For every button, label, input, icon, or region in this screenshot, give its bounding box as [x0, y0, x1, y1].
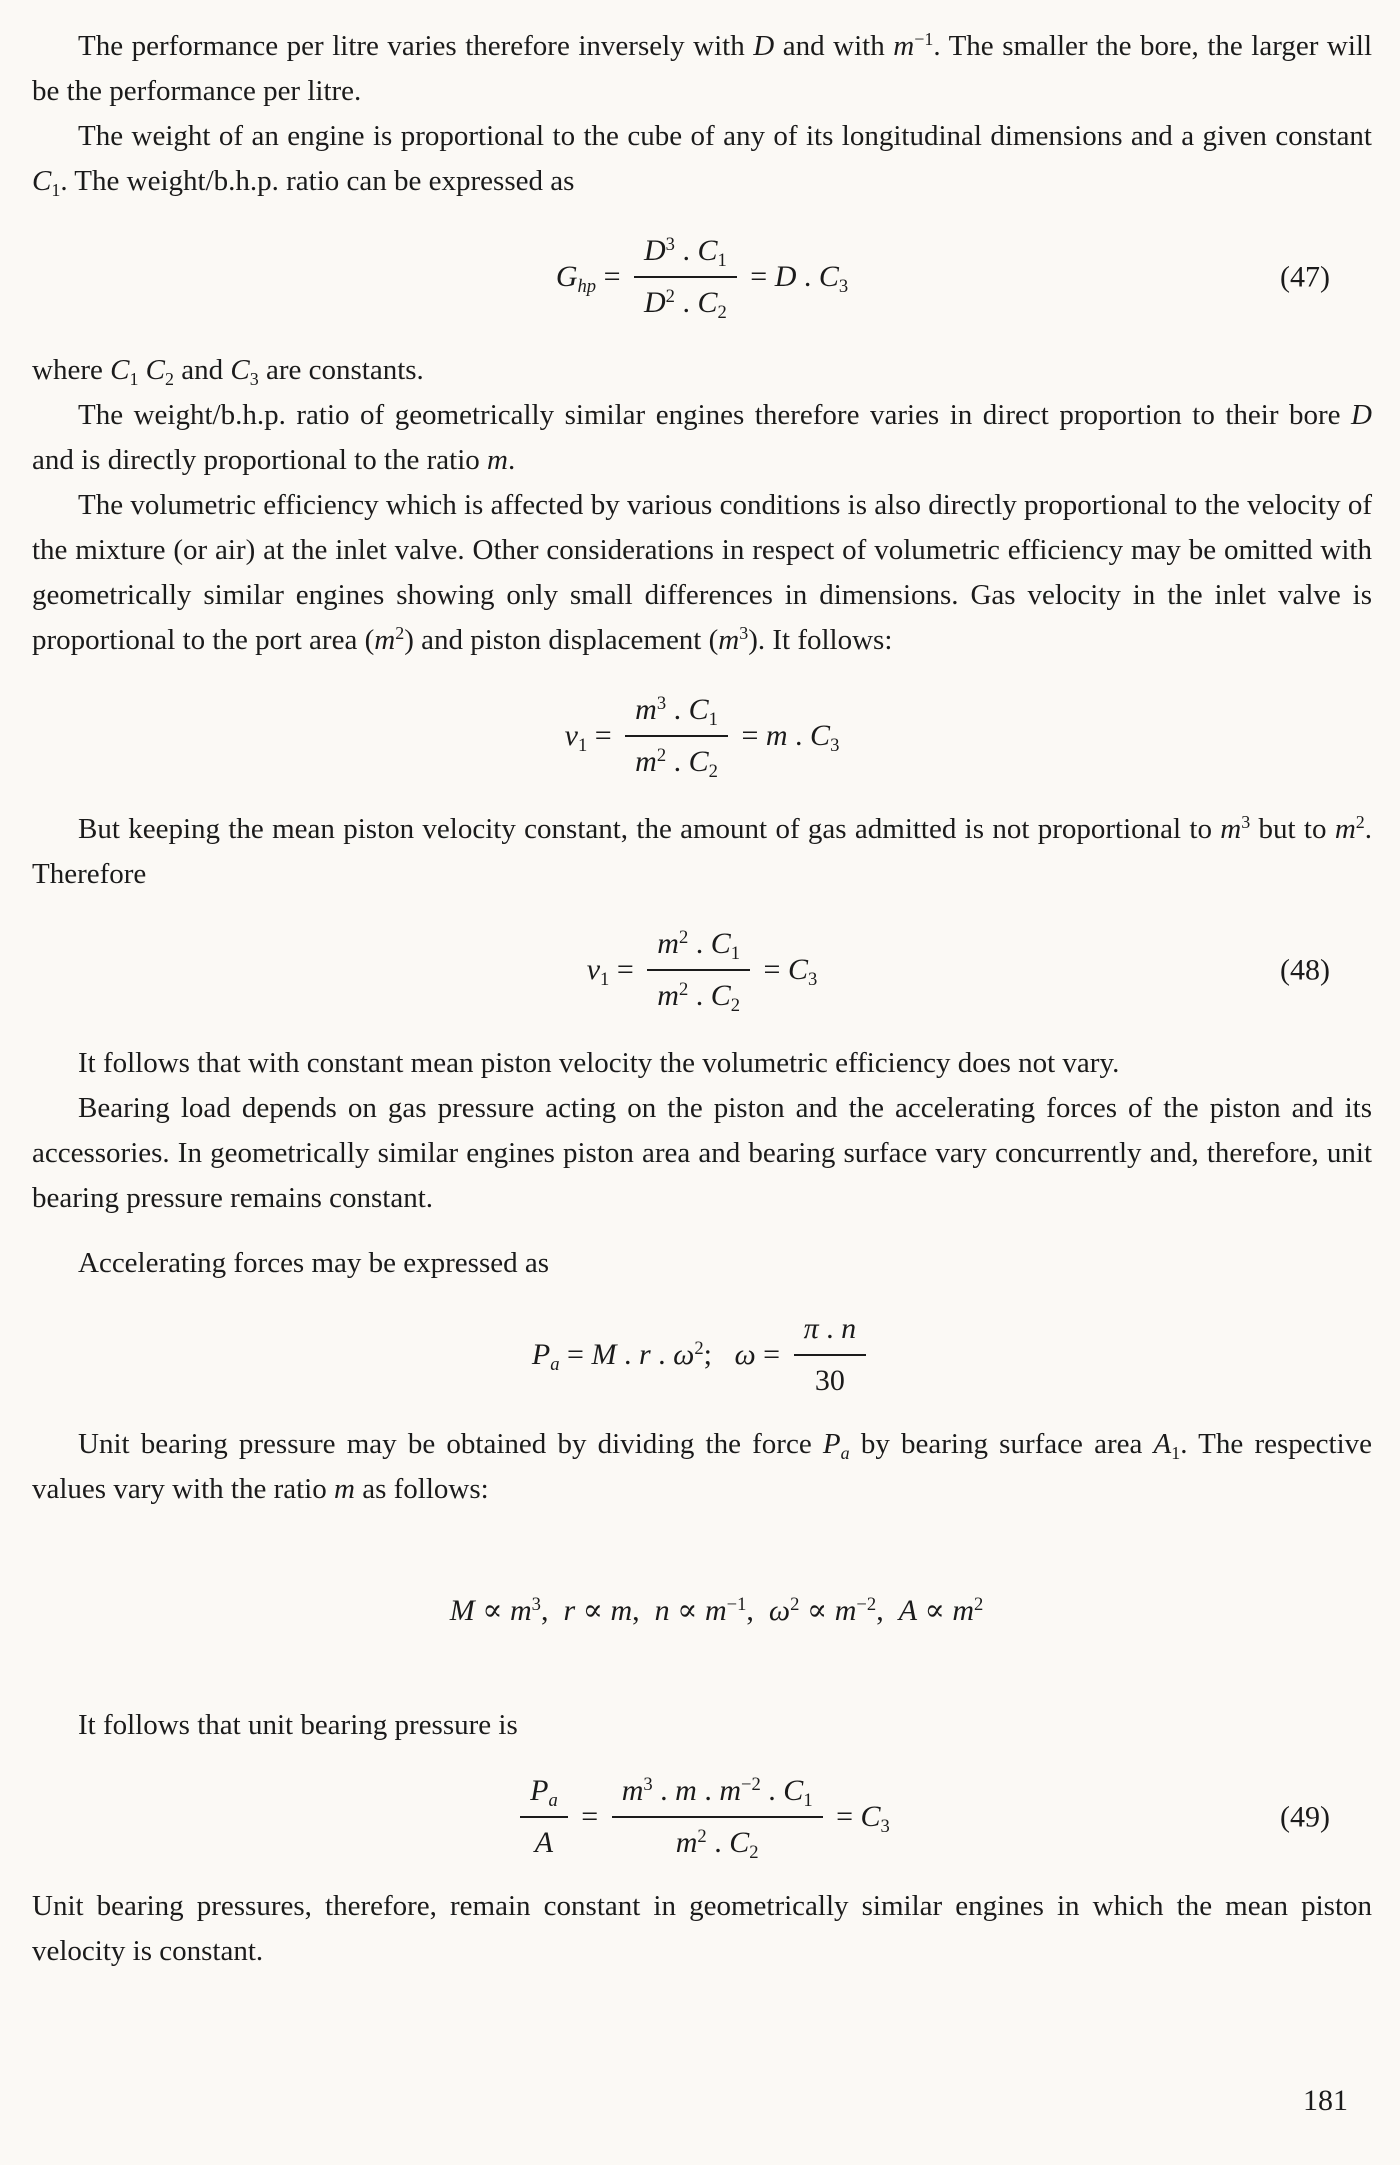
equation-v1-body: v1 = $\frac{m^3 . C1}{m^2 . C2}$ = m . C3	[565, 689, 840, 783]
equation-accelerating-force-body: Pa = M . r . $\omega^2$; ω = $\frac{\pi . n}{30}$	[532, 1308, 872, 1402]
equation-v1	[32, 689, 1372, 783]
paragraph-volumetric-efficiency: The volumetric efficiency which is affected by various conditions is also directly proportional to the velocity of the mixture (or air) at the inlet valve. Other considerations in respect of volumetric efficiency may be omitted with geometrically similar engines showing only small differences in dimensions. Gas velocity in the inlet valve is proportional to the port area $(m^2)$ and piston displacement $(m^3)$. It follows:	[32, 489, 1372, 656]
equation-47-number: (47)	[1280, 260, 1330, 294]
paragraph-performance-per-litre: The performance per litre varies therefore inversely with D and with $m^{-1}$. The smaller the bore, the larger will be the performance per litre.	[32, 29, 1373, 107]
equation-accelerating-force	[32, 1308, 1372, 1402]
paragraph-it-follows-unit-bearing: It follows that unit bearing pressure is	[78, 1709, 518, 1742]
equation-47	[32, 230, 1372, 324]
paragraph-accelerating-forces: Accelerating forces may be expressed as	[78, 1247, 550, 1279]
paragraph-unit-bearing-pressure: Unit bearing pressure may be obtained by dividing the force Pa by bearing surface area A1. The respective values vary with the ratio m as follows:	[32, 1428, 1372, 1505]
paragraph-volumetric-does-not-vary: It follows that with constant mean piston velocity the volumetric efficiency does not vary.	[78, 1047, 1120, 1079]
proportionality-line	[32, 1542, 1372, 1677]
paragraph-bearing-load: Bearing load depends on gas pressure acting on the piston and the accelerating forces of the piston and its accessories. In geometrically similar engines piston area and bearing surface vary concurrently and, therefore, unit bearing pressure remains constant.	[32, 1092, 1372, 1214]
page-number: 181	[1303, 2084, 1348, 2117]
paragraph-conclusion: Unit bearing pressures, therefore, remain constant in geometrically similar engines in which the mean piston velocity is constant.	[32, 1890, 1372, 1968]
equation-49	[32, 1770, 1372, 1864]
equation-49-number: (49)	[1280, 1800, 1330, 1834]
paragraph-constants: where C1 C2 and C3 are constants.	[32, 354, 424, 389]
equation-47-body: Ghp = $\frac{D^3 . C1}{D^2 . C2}$ = D . C3	[556, 230, 848, 324]
proportionality-line-body: $M \propto m^3$, r ∝ m, $n \propto m^{-1}$, $\omega^2 \propto m^{-2}$, $A \propto m^2$	[449, 1594, 984, 1628]
equation-48	[32, 923, 1372, 1017]
equation-48-number: (48)	[1280, 953, 1330, 987]
paragraph-engine-weight: The weight of an engine is proportional to the cube of any of its longitudinal dimensions and a given constant C1. The weight/b.h.p. ratio can be expressed as	[32, 120, 1372, 200]
paragraph-weight-bhp-ratio: The weight/b.h.p. ratio of geometrically similar engines therefore varies in direct proportion to their bore D and is directly proportional to the ratio m.	[32, 399, 1372, 476]
equation-48-body: v1 = $\frac{m^2 . C1}{m^2 . C2}$ = C3	[587, 923, 818, 1017]
paragraph-mean-piston-velocity: But keeping the mean piston velocity constant, the amount of gas admitted is not proportional to $m^3$ but to $m^2$. Therefore	[32, 812, 1372, 890]
equation-49-body: $\frac{Pa}{A}$ = $\frac{m^3 . m . m^{-2} . C1}{m^2 . C2}$ = C3	[514, 1770, 890, 1864]
